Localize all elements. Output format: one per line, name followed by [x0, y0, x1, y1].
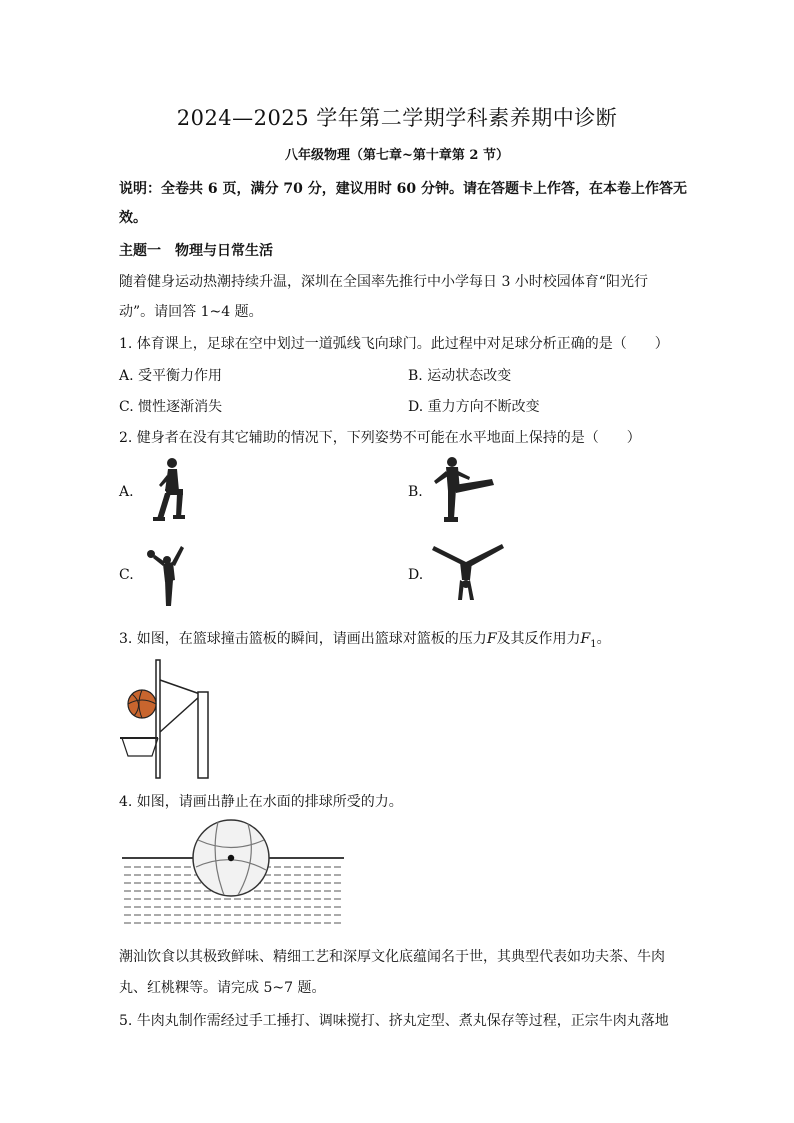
q2-label-c: C. [119, 567, 134, 583]
instructions-line-2: 效。 [119, 210, 147, 226]
q3-stem-end: 。 [596, 631, 611, 647]
instructions-line-1: 说明：全卷共 6 页，满分 70 分，建议用时 60 分钟。请在答题卡上作答，在本卷上作答无 [119, 181, 687, 197]
figure-basketball-backboard [118, 656, 218, 782]
q1-option-c: C. 惯性逐渐消失 [119, 399, 223, 415]
page-title: 2024—2025 学年第二学期学科素养期中诊断 [176, 106, 618, 130]
theme1-intro-line-1: 随着健身运动热潮持续升温，深圳在全国率先推行中小学每日 3 小时校园体育“阳光行 [119, 274, 648, 290]
food-intro-line-1: 潮汕饮食以其极致鲜味、精细工艺和深厚文化底蕴闻名于世，其典型代表如功夫茶、牛肉 [119, 949, 665, 965]
page-subtitle: 八年级物理（第七章~第十章第 2 节） [285, 148, 509, 163]
figure-a-wall-sit-pose [145, 455, 195, 525]
q5-stem: 5. 牛肉丸制作需经过手工捶打、调味搅打、挤丸定型、煮丸保存等过程，正宗牛肉丸落地 [119, 1013, 669, 1029]
q3-symbol-f1: F [580, 631, 591, 647]
q3-symbol-f: F [486, 631, 497, 647]
q4-stem: 4. 如图，请画出静止在水面的排球所受的力。 [119, 794, 403, 810]
q3-stem-text: 3. 如图，在篮球撞击篮板的瞬间，请画出篮球对篮板的压力 [119, 631, 487, 647]
q3-symbol-f1-subscript: 1 [590, 638, 597, 650]
q2-label-a: A. [119, 484, 134, 500]
theme1-intro-line-2: 动”。请回答 1~4 题。 [119, 304, 263, 320]
figure-d-handstand-split-pose [430, 540, 505, 605]
q3-stem [119, 628, 611, 650]
q1-option-b: B. 运动状态改变 [408, 368, 512, 384]
q2-label-d: D. [408, 567, 424, 583]
figure-b-leg-extension-pose [430, 455, 500, 525]
q1-stem: 1. 体育课上，足球在空中划过一道弧线飞向球门。此过程中对足球分析正确的是（ ） [119, 336, 669, 352]
q2-label-b: B. [408, 484, 423, 500]
q2-stem: 2. 健身者在没有其它辅助的情况下，下列姿势不可能在水平地面上保持的是（ ） [119, 430, 641, 446]
q1-option-d: D. 重力方向不断改变 [408, 399, 540, 415]
q3-stem-middle: 及其反作用力 [496, 631, 581, 647]
theme1-heading: 主题一 物理与日常生活 [119, 243, 273, 259]
figure-volleyball-on-water [118, 815, 348, 935]
food-intro-line-2: 丸、红桃粿等。请完成 5~7 题。 [119, 980, 326, 996]
q1-option-a: A. 受平衡力作用 [119, 368, 223, 384]
figure-c-gymnast-balance-pose [145, 540, 195, 610]
